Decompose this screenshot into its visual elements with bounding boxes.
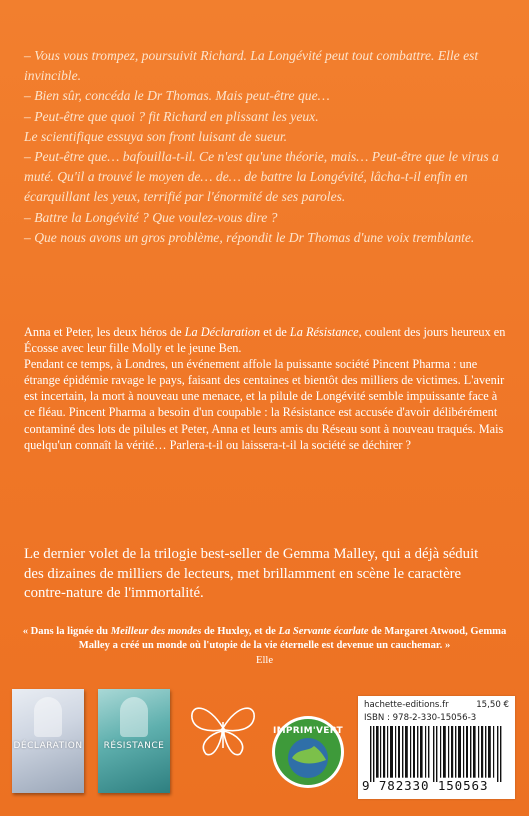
publisher-website: hachette-editions.fr	[364, 700, 449, 710]
quote-text: « Dans la lignée du	[22, 626, 111, 637]
synopsis-paragraph-1	[24, 324, 509, 356]
book-title-declaration: La Déclaration	[184, 325, 261, 339]
book-title-resistance: La Résistance	[289, 325, 359, 339]
press-quote	[20, 625, 509, 668]
excerpt-line: – Peut-être que quoi ? fit Richard en plissant les yeux.	[24, 108, 319, 124]
barcode-icon	[364, 726, 509, 782]
barcode-digits: 9 782330 150563	[362, 778, 489, 793]
figure-illustration	[120, 697, 148, 737]
barcode-panel	[358, 696, 515, 799]
isbn: ISBN : 978-2-330-15056-3	[364, 713, 477, 723]
quote-author: Elle	[255, 654, 274, 666]
synopsis-text: et de	[260, 325, 290, 339]
barcode-header	[364, 700, 509, 710]
book-thumbnail-title: RÉSISTANCE	[103, 741, 165, 751]
excerpt-line: Le scientifique essuya son front luisant de sueur.	[24, 128, 288, 144]
book-thumbnail-declaration	[12, 689, 84, 793]
quote-text: de Huxley, et de	[201, 626, 279, 637]
excerpt-line: – Vous vous trompez, poursuivit Richard. La Longévité peut tout combattre. Elle est invincible.	[24, 48, 479, 84]
quote-title-huxley: Meilleur des mondes	[110, 626, 202, 637]
book-thumbnail-title: DÉCLARATION	[13, 741, 83, 751]
excerpt-line: – Battre la Longévité ? Que voulez-vous dire ?	[24, 209, 278, 225]
book-thumbnail-resistance	[98, 689, 170, 793]
synopsis-text: Anna et Peter, les deux héros de	[24, 325, 185, 339]
quote-title-atwood: La Servante écarlate	[278, 626, 369, 637]
synopsis-paragraph-2: Pendant ce temps, à Londres, un événement affole la puissante société Pincent Pharma : une étrange épidémie ravage le pays, faisant des centaines et bientôt des milliers de victimes. L'avenir est incertain, la mort à nouveau une menace, et la pilule de Longévité semble impuissante face à ce fléau. Pincent Pharma a besoin d'un coupable : la Résistance est accusée d'avoir délibérément contaminé des lots de pilules et Peter, Anna et leurs amis du Réseau sont à nouveau traqués. Mais quelqu'un connaît la vérité… Parlera-t-il ou laissera-t-il la société se déchirer ?	[24, 357, 505, 452]
imprim-vert-label: IMPRIM'VERT	[273, 726, 343, 736]
imprim-vert-badge-icon	[268, 712, 348, 792]
synopsis-text: , coulent des jours heureux en Écosse avec leur fille Molly et le jeune Ben.	[24, 325, 506, 356]
quote-text: de Margaret Atwood, Gemma Malley a créé un monde où l'utopie de la vie éternelle est devenue un cauchemar. »	[78, 626, 507, 652]
excerpt	[24, 46, 509, 248]
synopsis	[24, 324, 509, 453]
imprim-vert-logo	[268, 712, 348, 792]
figure-illustration	[34, 697, 62, 737]
excerpt-line: – Peut-être que… bafouilla-t-il. Ce n'est qu'une théorie, mais… Peut-être que le virus a muté. Qu'il a trouvé le moyen de… de… de battre la Longévité, lâcha-t-il enfin en écarquillant les yeux, terrifié par l'énormité de ses paroles.	[24, 149, 499, 205]
excerpt-line: – Que nous avons un gros problème, répondit le Dr Thomas d'une voix tremblante.	[24, 229, 475, 245]
price: 15,50 €	[476, 700, 509, 710]
tagline: Le dernier volet de la trilogie best-seller de Gemma Malley, qui a déjà séduit des dizaines de milliers de lecteurs, met brillamment en scène le caractère contre-nature de l'immortalité.	[24, 546, 479, 601]
excerpt-line: – Bien sûr, concéda le Dr Thomas. Mais peut-être que…	[24, 88, 330, 104]
butterfly-icon	[188, 698, 258, 760]
